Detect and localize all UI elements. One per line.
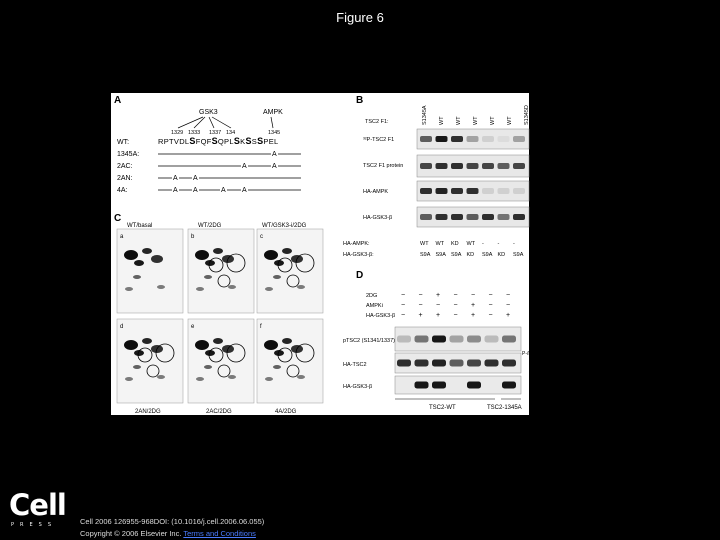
phospho-spot [264, 250, 278, 260]
phospho-spot [297, 375, 305, 379]
condition-value: S9A [482, 252, 493, 258]
map-sublabel: c [260, 234, 263, 240]
condition-value: − [401, 302, 406, 309]
kinase-ampk: AMPK [263, 109, 283, 116]
condition-value: − [488, 312, 493, 319]
phospho-spot [134, 260, 144, 266]
blot-band [498, 214, 510, 220]
blot-band [482, 214, 494, 220]
copyright-text: Copyright © 2006 Elsevier Inc. [80, 529, 184, 538]
mutation-mark: A [242, 163, 247, 170]
blot-band [450, 360, 464, 367]
mutant-rows [117, 148, 301, 194]
logo-word: Cell [9, 488, 66, 522]
blot-band [502, 360, 516, 367]
condition-value: WT [420, 241, 429, 247]
phospho-spot [273, 275, 281, 279]
phospho-spot [213, 248, 223, 254]
logo-sub: PRESS [11, 522, 57, 528]
cell-press-logo [9, 490, 66, 528]
phospho-spot [282, 248, 292, 254]
condition-value: − [488, 292, 493, 299]
panel-b-row0-label: TSC2 F1: [365, 119, 389, 125]
condition-label: AMPKi [366, 303, 383, 309]
kinase-arrows [178, 117, 273, 128]
lane-label: WT [439, 116, 445, 125]
copyright-line [80, 528, 264, 540]
blot-band [502, 382, 516, 389]
blot-band [420, 188, 432, 194]
condition-value: S9A [435, 252, 446, 258]
phospho-spot [124, 340, 138, 350]
blot-band [502, 336, 516, 343]
phospho-spot [133, 275, 141, 279]
lane-label: WT [456, 116, 462, 125]
blot-row-label: HA-GSK3-β [343, 384, 373, 390]
condition-value: KD [451, 241, 459, 247]
lane-label: WT [490, 116, 496, 125]
blot-band [467, 382, 481, 389]
blot-band [498, 163, 510, 169]
condition-value: − [488, 302, 493, 309]
kinase-gsk3: GSK3 [199, 109, 218, 116]
wt-label: WT: [117, 139, 130, 146]
condition-value: WT [466, 241, 476, 247]
lane-label: WT [473, 116, 479, 125]
residue-position: 134 [226, 130, 236, 136]
map-sublabel: b [191, 234, 195, 240]
blot-band [436, 188, 448, 194]
blot-band [485, 336, 499, 343]
panel-c [117, 223, 323, 415]
phospho-spot [228, 375, 236, 379]
phospho-spot [204, 365, 212, 369]
phosphopeptide-map [117, 229, 183, 313]
blot-band [432, 336, 446, 343]
phospho-spot [228, 285, 236, 289]
terms-link[interactable]: Terms and Conditions [183, 529, 256, 538]
condition-label: HA-GSK3-β [366, 313, 396, 319]
phosphopeptide-map [188, 319, 254, 403]
group-label: TSC2-1345A [487, 405, 522, 411]
panel-a [117, 109, 301, 194]
condition-value: S9A [451, 252, 462, 258]
panel-b-blots [363, 129, 529, 227]
right-note: P-/P [522, 351, 532, 357]
map-caption: WT/basal [127, 223, 153, 229]
blot-band [482, 136, 494, 142]
phospho-spot [273, 365, 281, 369]
blot-band [415, 336, 429, 343]
blot-band [451, 163, 463, 169]
blot-row-label: HA-GSK3-β [363, 215, 393, 221]
condition-value: - [497, 241, 500, 247]
residue-positions [171, 130, 280, 136]
blot-band [467, 136, 479, 142]
blot-band [485, 360, 499, 367]
condition-value: + [471, 302, 476, 309]
residue-position: 1345 [268, 130, 281, 136]
mutant-label: 2AN: [117, 175, 133, 182]
blot-band [451, 214, 463, 220]
panel-b-conditions [343, 241, 524, 258]
condition-value: KD [466, 252, 475, 258]
condition-value: − [401, 292, 406, 299]
blot-row-label: ³²P-TSC2 F1 [363, 137, 395, 143]
blot-band [420, 214, 432, 220]
phospho-spot [297, 285, 305, 289]
citation-text: Cell 2006 126955-968DOI: (10.1016/j.cell.2006.06.055) [80, 517, 265, 526]
panel-b-lane-labels [422, 105, 530, 125]
phospho-spot [142, 248, 152, 254]
condition-value: S9A [420, 252, 431, 258]
condition-value: − [453, 302, 458, 309]
panel-label-b: B [356, 95, 364, 106]
phospho-spot [125, 377, 133, 381]
wt-sequence: RPTVDLSFQFSQPLSKSSSPEL [158, 136, 279, 146]
map-caption: 2AC/2DG [206, 409, 232, 415]
phospho-spot [151, 255, 163, 263]
phosphopeptide-map [257, 229, 323, 313]
phospho-spot [265, 287, 273, 291]
lane-label: S1345A [422, 105, 428, 125]
blot-band [513, 188, 525, 194]
condition-value: KD [497, 252, 506, 258]
mutant-label: 2AC: [117, 163, 133, 170]
phosphopeptide-map [117, 319, 183, 403]
phospho-spot [125, 287, 133, 291]
blot-band [436, 214, 448, 220]
phospho-spot [265, 377, 273, 381]
blot-row-label: HA-TSC2 [343, 362, 367, 368]
blot-band [482, 188, 494, 194]
blot-band [451, 136, 463, 142]
blot-band [415, 382, 429, 389]
blot-band [498, 188, 510, 194]
group-label: TSC2-WT [429, 405, 456, 411]
condition-label: 2DG [366, 293, 378, 299]
blot-band [397, 360, 411, 367]
blot-row-label: HA-AMPK [363, 189, 389, 195]
condition-label: HA-AMPK: [343, 241, 370, 247]
mutation-mark: A [272, 151, 277, 158]
phospho-spot [196, 287, 204, 291]
map-sublabel: e [191, 324, 195, 330]
phospho-spot [204, 275, 212, 279]
slide-title: Figure 6 [336, 10, 384, 25]
condition-value: − [453, 312, 458, 319]
citation-footer [80, 516, 264, 540]
map-sublabel: f [260, 324, 262, 330]
condition-value: − [436, 302, 441, 309]
blot-band [498, 136, 510, 142]
blot-band [450, 336, 464, 343]
mutation-mark: A [193, 175, 198, 182]
blot-band [467, 360, 481, 367]
blot-band [467, 336, 481, 343]
blot-band [432, 360, 446, 367]
mutation-mark: A [173, 175, 178, 182]
panel-d [343, 292, 532, 411]
blot-band [420, 163, 432, 169]
condition-value: S9A [513, 252, 524, 258]
phosphopeptide-map [188, 229, 254, 313]
map-caption: WT/GSK3-i/2DG [262, 223, 307, 229]
blot-band [467, 163, 479, 169]
blot-band [513, 214, 525, 220]
residue-position: 1333 [188, 130, 201, 136]
phospho-spot [157, 375, 165, 379]
blot-row-label: TSC2 F1 protein [363, 163, 404, 169]
blot-band [513, 163, 525, 169]
mutation-mark: A [221, 187, 226, 194]
panel-label-a: A [114, 95, 122, 106]
lane-label: WT [507, 116, 513, 125]
condition-value: + [418, 312, 423, 319]
condition-value: + [436, 292, 441, 299]
condition-value: - [482, 241, 484, 247]
residue-position: 1337 [209, 130, 222, 136]
condition-value: WT [435, 241, 445, 247]
blot-row-label: pTSC2 (S1341/1337) [343, 338, 395, 344]
map-sublabel: a [120, 234, 124, 240]
panel-b [343, 105, 530, 258]
condition-value: − [453, 292, 458, 299]
phospho-spot [213, 338, 223, 344]
blot-band [436, 136, 448, 142]
lane-label: S1345D [524, 105, 530, 125]
condition-value: + [436, 312, 441, 319]
condition-value: − [418, 302, 423, 309]
panel-label-c: C [114, 213, 122, 224]
phospho-spot [195, 250, 209, 260]
map-caption: 4A/2DG [275, 409, 297, 415]
mutation-mark: A [173, 187, 178, 194]
condition-value: − [506, 302, 511, 309]
blot-band [432, 382, 446, 389]
blot-band [420, 136, 432, 142]
condition-value: + [506, 312, 511, 319]
phospho-spot [195, 340, 209, 350]
phospho-spot [196, 377, 204, 381]
mutant-label: 1345A: [117, 151, 140, 158]
blot-band [436, 163, 448, 169]
map-sublabel: d [120, 324, 124, 330]
blot-band [482, 163, 494, 169]
residue-position: 1329 [171, 130, 184, 136]
figure-image [111, 93, 532, 415]
map-caption: WT/2DG [198, 223, 222, 229]
mutation-mark: A [242, 187, 247, 194]
phospho-spot [264, 340, 278, 350]
blot-band [467, 188, 479, 194]
blot-band [451, 188, 463, 194]
phospho-spot [142, 338, 152, 344]
mutation-mark: A [193, 187, 198, 194]
phospho-spot [282, 338, 292, 344]
blot-band [467, 214, 479, 220]
panel-label-d: D [356, 270, 364, 281]
condition-value: − [418, 292, 423, 299]
condition-value: − [506, 292, 511, 299]
condition-value: − [471, 292, 476, 299]
condition-value: − [401, 312, 406, 319]
map-caption: 2AN/2DG [135, 409, 161, 415]
condition-value: - [513, 241, 515, 247]
mutant-label: 4A: [117, 187, 128, 194]
phosphopeptide-map [257, 319, 323, 403]
condition-value: + [471, 312, 476, 319]
blot-band [397, 336, 411, 343]
mutation-mark: A [272, 163, 277, 170]
phospho-spot [124, 250, 138, 260]
blot-band [415, 360, 429, 367]
phospho-spot [133, 365, 141, 369]
condition-label: HA-GSK3-β: [343, 252, 374, 258]
phospho-spot [157, 285, 165, 289]
blot-band [513, 136, 525, 142]
